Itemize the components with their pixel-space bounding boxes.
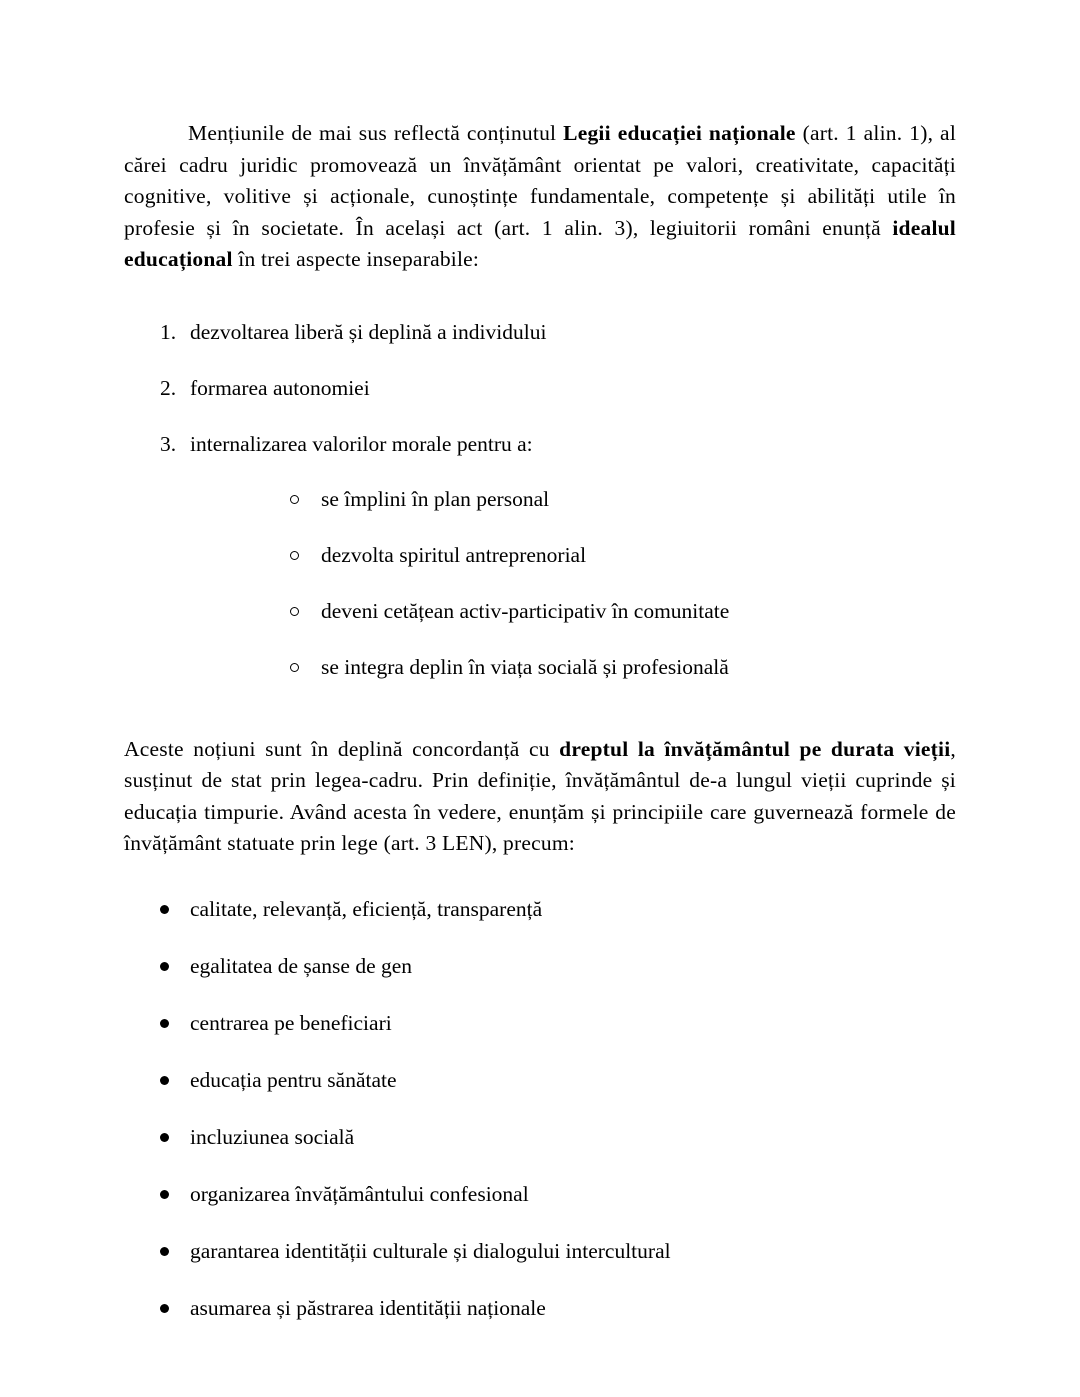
list-number-marker: 2. (160, 375, 177, 400)
bullet-list-item-text: calitate, relevanță, eficiență, transparență (190, 896, 543, 921)
filled-bullet-icon (160, 1019, 169, 1028)
sub-list-item-text: se împlini în plan personal (321, 486, 550, 511)
bullet-list-item-text: asumarea și păstrarea identității naționale (190, 1295, 546, 1320)
bullet-list (124, 894, 956, 1323)
hollow-circle-bullet-icon (290, 663, 299, 672)
bullet-list-item (124, 1236, 956, 1266)
bullet-list-item-text: egalitatea de șanse de gen (190, 953, 413, 978)
numbered-list-item (124, 373, 956, 403)
filled-bullet-icon (160, 962, 169, 971)
bullet-list-item (124, 1293, 956, 1323)
filled-bullet-icon (160, 1076, 169, 1085)
paragraph-one-segment-3: în trei aspecte inseparabile: (232, 247, 480, 271)
filled-bullet-icon (160, 1304, 169, 1313)
bullet-list-item-text: centrarea pe beneficiari (190, 1010, 392, 1035)
numbered-list-item (124, 317, 956, 347)
sub-list-item-text: dezvolta spiritul antreprenorial (321, 542, 587, 567)
paragraph-two-segment-2: , susținut de stat prin legea-cadru. Prin definiție, învățământul de-a lungul vieții cuprinde și educația timpurie. Având acesta în vedere, enunțăm și principiile care guvernează formele de învățământ statuate prin lege (art. 3 LEN), precum: (124, 736, 957, 855)
numbered-list (124, 317, 956, 682)
bullet-list-item-text: garantarea identității culturale și dialogului intercultural (190, 1238, 671, 1263)
bullet-list-item-text: incluziunea socială (190, 1124, 355, 1149)
filled-bullet-icon (160, 1190, 169, 1199)
sub-list-item-text: deveni cetățean activ-participativ în comunitate (321, 598, 730, 623)
sub-list-item (190, 484, 956, 514)
paragraph-two-segment-1: Aceste noțiuni sunt în deplină concordanță cu (124, 736, 560, 761)
sub-list (190, 484, 956, 682)
numbered-list-item-text: dezvoltarea liberă și deplină a individului (190, 319, 547, 344)
filled-bullet-icon (160, 905, 169, 914)
numbered-list-item (124, 429, 956, 682)
bullet-list-item-text: educația pentru sănătate (190, 1067, 397, 1092)
paragraph-two (124, 734, 956, 860)
list-number-marker: 3. (160, 431, 177, 456)
bullet-list-item-text: organizarea învățământului confesional (190, 1181, 529, 1206)
numbered-list-item-text: formarea autonomiei (190, 375, 370, 400)
sub-list-item-text: se integra deplin în viața socială și profesională (321, 654, 729, 679)
numbered-list-item-text: internalizarea valorilor morale pentru a: (190, 431, 533, 456)
bullet-list-item (124, 1179, 956, 1209)
hollow-circle-bullet-icon (290, 551, 299, 560)
bullet-list-item (124, 951, 956, 981)
filled-bullet-icon (160, 1133, 169, 1142)
hollow-circle-bullet-icon (290, 607, 299, 616)
bullet-list-item (124, 1008, 956, 1038)
paragraph-one-bold-legea: Legii educației naționale (563, 121, 796, 145)
bullet-list-item (124, 894, 956, 924)
sub-list-item (190, 596, 956, 626)
paragraph-one-segment-1: Mențiunile de mai sus reflectă conținutul (188, 121, 564, 145)
sub-list-item (190, 652, 956, 682)
list-number-marker: 1. (160, 319, 177, 344)
hollow-circle-bullet-icon (290, 495, 299, 504)
bullet-list-item (124, 1122, 956, 1152)
paragraph-one (124, 118, 956, 276)
filled-bullet-icon (160, 1247, 169, 1256)
document-content (124, 118, 956, 1323)
paragraph-one-segment-2: (art. 1 alin. 1), al cărei cadru juridic promovează un învățământ orientat pe valori, creativitate, capacități cognitive, volitive și acționale, cunoștințe fundamentale, competențe și abilități utile în profesie și în societate. În același act (art. 1 alin. 3), legiuitorii români enunță (124, 121, 957, 240)
sub-list-item (190, 540, 956, 570)
bullet-list-item (124, 1065, 956, 1095)
paragraph-one-bold-ideal: idealul educațional (124, 215, 956, 271)
paragraph-two-bold-dreptul: dreptul la învățământul pe durata vieții (559, 736, 951, 761)
